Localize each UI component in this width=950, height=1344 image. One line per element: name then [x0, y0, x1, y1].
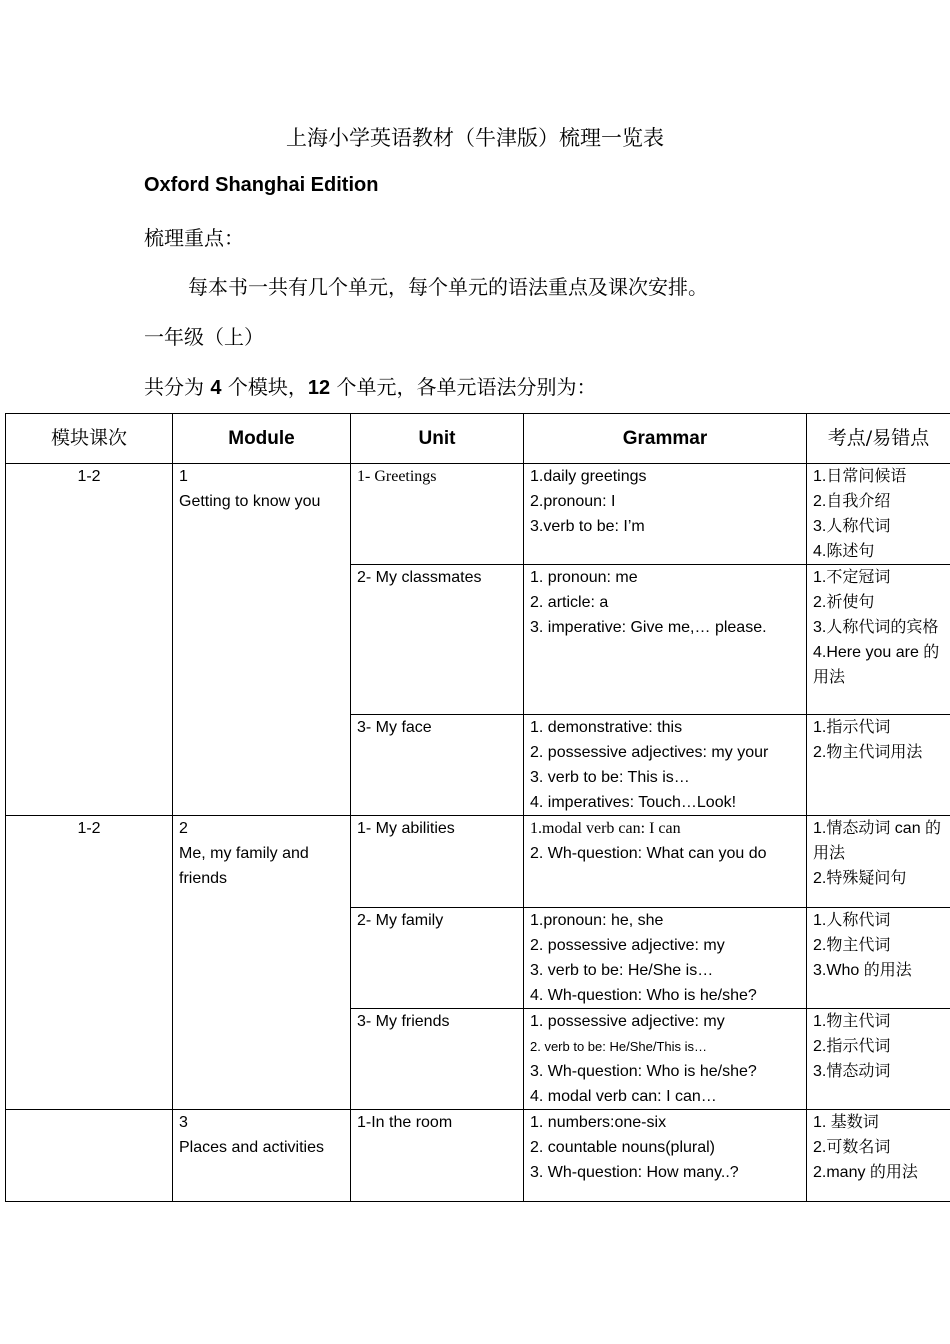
edition-heading: Oxford Shanghai Edition	[144, 174, 379, 196]
grammar-item: 2. possessive adjectives: my your	[530, 744, 769, 761]
points-cell	[807, 464, 950, 565]
unit-cell: 1- Greetings	[351, 464, 524, 565]
grammar-cell	[524, 1110, 807, 1202]
header-row	[6, 414, 950, 464]
page-title: 上海小学英语教材（牛津版）梳理一览表	[286, 126, 664, 150]
module-number: 2	[179, 820, 188, 837]
module-name: Getting to know you	[179, 493, 321, 510]
module-name: Places and activities	[179, 1139, 324, 1156]
grade-heading: 一年级（上）	[144, 325, 264, 349]
grammar-item: 1. possessive adjective: my	[530, 1013, 725, 1030]
grammar-item: 1.modal verb can: I can	[530, 820, 681, 837]
grammar-cell	[524, 816, 807, 908]
point-item: 2.指示代词	[813, 1038, 891, 1055]
header-module: Module	[173, 414, 351, 464]
focus-label: 梳理重点：	[144, 226, 244, 250]
grammar-item: 3. imperative: Give me,… please.	[530, 619, 767, 636]
table-row	[6, 816, 950, 908]
grammar-item: 3.verb to be: I’m	[530, 518, 645, 535]
points-cell	[807, 816, 950, 908]
module-cell	[173, 464, 351, 816]
grammar-item: 3. verb to be: This is…	[530, 769, 690, 786]
summary-part1: 共分为	[144, 375, 211, 399]
grammar-item: 2. countable nouns(plural)	[530, 1139, 716, 1156]
grammar-item: 3. verb to be: He/She is…	[530, 962, 714, 979]
summary-line	[144, 371, 596, 400]
grammar-item: 2. Wh-question: What can you do	[530, 845, 767, 862]
module-name: Me, my family and friends	[179, 845, 309, 887]
unit-cell: 2- My family	[351, 908, 524, 1009]
module-cell	[173, 1110, 351, 1202]
point-item: 3.Who 的用法	[813, 962, 912, 979]
grammar-item: 4. modal verb can: I can…	[530, 1088, 717, 1105]
module-number: 3	[179, 1114, 188, 1131]
point-item: 1. 基数词	[813, 1114, 879, 1131]
grammar-item: 2. verb to be: He/She/This is…	[530, 1039, 708, 1054]
grammar-item: 4. Wh-question: Who is he/she?	[530, 987, 757, 1004]
lesson-cell: 1-2	[6, 816, 173, 1110]
point-item: 2.自我介绍	[813, 493, 891, 510]
grammar-cell	[524, 1009, 807, 1110]
point-item: 2.物主代词用法	[813, 744, 923, 761]
points-cell	[807, 908, 950, 1009]
point-item: 2.特殊疑问句	[813, 870, 907, 887]
table-row	[6, 464, 950, 565]
module-cell	[173, 816, 351, 1110]
unit-cell: 1- My abilities	[351, 816, 524, 908]
focus-text: 每本书一共有几个单元，每个单元的语法重点及课次安排。	[188, 275, 708, 299]
summary-modules: 4	[210, 377, 222, 399]
points-cell	[807, 715, 950, 816]
grammar-item: 2. possessive adjective: my	[530, 937, 725, 954]
header-unit: Unit	[351, 414, 524, 464]
grammar-item: 4. imperatives: Touch…Look!	[530, 794, 737, 811]
grammar-cell	[524, 464, 807, 565]
points-cell	[807, 565, 950, 715]
point-item: 2.物主代词	[813, 937, 891, 954]
module-number: 1	[179, 468, 188, 485]
point-item: 3.情态动词	[813, 1063, 891, 1080]
point-item: 4.Here you are 的用法	[813, 644, 940, 686]
point-item: 1.人称代词	[813, 912, 891, 929]
table-row	[6, 1110, 950, 1202]
lesson-cell	[6, 1110, 173, 1202]
unit-cell: 2- My classmates	[351, 565, 524, 715]
grammar-cell	[524, 715, 807, 816]
point-item: 4.陈述句	[813, 543, 875, 560]
grammar-item: 1. pronoun: me	[530, 569, 638, 586]
grammar-item: 1. numbers:one-six	[530, 1114, 667, 1131]
grammar-item: 2. article: a	[530, 594, 609, 611]
grammar-item: 3. Wh-question: How many..?	[530, 1164, 739, 1181]
unit-cell: 3- My face	[351, 715, 524, 816]
point-item: 2.祈使句	[813, 594, 875, 611]
grammar-item: 1.pronoun: he, she	[530, 912, 664, 929]
header-points: 考点/易错点	[807, 414, 950, 464]
point-item: 1.情态动词 can 的用法	[813, 820, 942, 862]
point-item: 1.不定冠词	[813, 569, 891, 586]
summary-units: 12	[307, 377, 331, 399]
point-item: 1.物主代词	[813, 1013, 891, 1030]
grammar-item: 3. Wh-question: Who is he/she?	[530, 1063, 757, 1080]
grammar-item: 1. demonstrative: this	[530, 719, 683, 736]
point-item: 3.人称代词的宾格	[813, 619, 939, 636]
grammar-cell	[524, 565, 807, 715]
grammar-cell	[524, 908, 807, 1009]
point-item: 2.many 的用法	[813, 1164, 918, 1181]
point-item: 3.人称代词	[813, 518, 891, 535]
header-grammar: Grammar	[524, 414, 807, 464]
grammar-item: 2.pronoun: I	[530, 493, 616, 510]
summary-part2: 个模块，	[221, 375, 308, 399]
points-cell	[807, 1009, 950, 1110]
grammar-item: 1.daily greetings	[530, 468, 647, 485]
unit-cell: 3- My friends	[351, 1009, 524, 1110]
syllabus-table	[5, 413, 950, 1202]
summary-part3: 个单元，各单元语法分别为：	[330, 375, 597, 399]
point-item: 1.指示代词	[813, 719, 891, 736]
lesson-cell: 1-2	[6, 464, 173, 816]
points-cell	[807, 1110, 950, 1202]
header-lesson: 模块课次	[6, 414, 173, 464]
point-item: 2.可数名词	[813, 1139, 891, 1156]
unit-cell: 1-In the room	[351, 1110, 524, 1202]
point-item: 1.日常问候语	[813, 468, 907, 485]
